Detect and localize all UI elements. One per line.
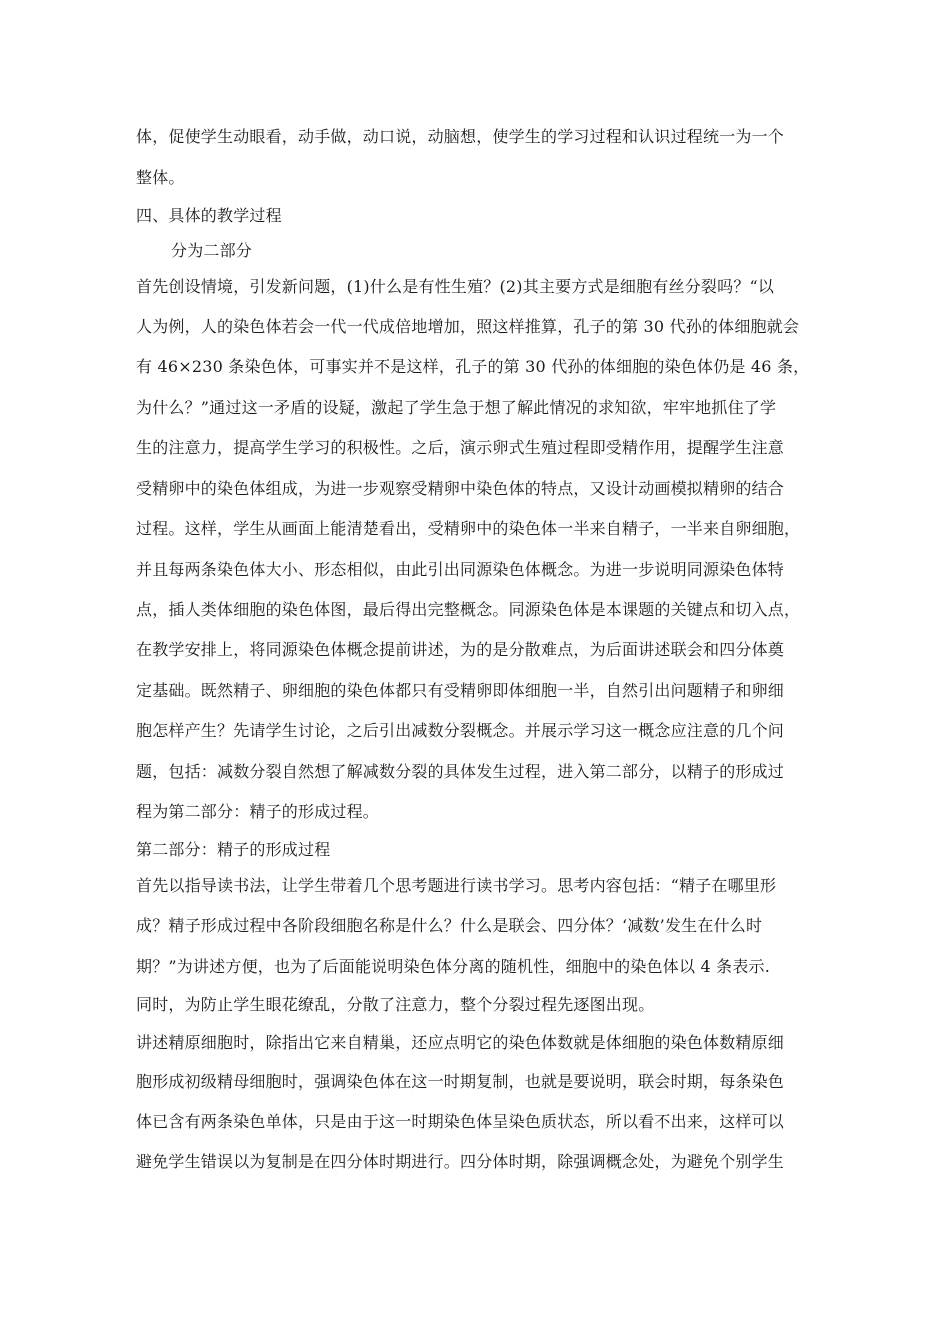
text-line: 同时，为防止学生眼花缭乱，分散了注意力，整个分裂过程先逐图出现。 <box>136 995 655 1014</box>
text-line: 并且每两条染色体大小、形态相似，由此引出同源染色体概念。为进一步说明同源染色体特 <box>136 560 785 579</box>
section-heading: 第二部分：精子的形成过程 <box>136 840 331 859</box>
text-line: 定基础。既然精子、卵细胞的染色体都只有受精卵即体细胞一半，自然引出问题精子和卵细 <box>136 681 785 700</box>
text-line: 期？”为讲述方便，也为了后面能说明染色体分离的随机性，细胞中的染色体以 4 条表示. <box>136 957 771 976</box>
text-line: 程为第二部分：精子的形成过程。 <box>136 802 380 821</box>
text-line: 受精卵中的染色体组成，为进一步观察受精卵中染色体的特点，又设计动画模拟精卵的结合 <box>136 479 785 498</box>
text-line: 有 46×230 条染色体，可事实并不是这样，孔子的第 30 代孙的体细胞的染色体仍是 46 条， <box>136 357 810 376</box>
text-line: 首先创设情境，引发新问题，(1)什么是有性生殖？(2)其主要方式是细胞有丝分裂吗？“以 <box>136 277 775 296</box>
text-line: 整体。 <box>136 168 185 187</box>
section-heading: 四、具体的教学过程 <box>136 206 282 225</box>
text-line: 讲述精原细胞时，除指出它来自精巢，还应点明它的染色体数就是体细胞的染色体数精原细 <box>136 1033 785 1052</box>
text-line: 过程。这样，学生从画面上能清楚看出，受精卵中的染色体一半来自精子，一半来自卵细胞， <box>136 519 801 538</box>
text-line: 体已含有两条染色单体，只是由于这一时期染色体呈染色质状态，所以看不出来，这样可以 <box>136 1112 785 1131</box>
text-line: 首先以指导读书法，让学生带着几个思考题进行读书学习。思考内容包括：“精子在哪里形 <box>136 876 777 895</box>
subheading: 分为二部分 <box>171 241 253 260</box>
text-line: 在教学安排上，将同源染色体概念提前讲述，为的是分散难点，为后面讲述联会和四分体奠 <box>136 640 785 659</box>
text-line: 成？精子形成过程中各阶段细胞名称是什么？什么是联会、四分体？‘减数’发生在什么时 <box>136 916 763 935</box>
text-line: 人为例，人的染色体若会一代一代成倍地增加，照这样推算，孔子的第 30 代孙的体细胞就会 <box>136 317 800 336</box>
text-line: 体，促使学生动眼看，动手做，动口说，动脑想，使学生的学习过程和认识过程统一为一个 <box>136 127 785 146</box>
text-line: 为什么？”通过这一矛盾的设疑，激起了学生急于想了解此情况的求知欲，牢牢地抓住了学 <box>136 398 777 417</box>
text-line: 题，包括：减数分裂自然想了解减数分裂的具体发生过程，进入第二部分，以精子的形成过 <box>136 762 785 781</box>
text-line: 点，插人类体细胞的染色体图，最后得出完整概念。同源染色体是本课题的关键点和切入点， <box>136 600 801 619</box>
text-line: 胞怎样产生？先请学生讨论，之后引出减数分裂概念。并展示学习这一概念应注意的几个问 <box>136 721 785 740</box>
text-line: 避免学生错误以为复制是在四分体时期进行。四分体时期，除强调概念处，为避免个别学生 <box>136 1152 785 1171</box>
text-line: 生的注意力，提高学生学习的积极性。之后，演示卵式生殖过程即受精作用，提醒学生注意 <box>136 438 785 457</box>
text-line: 胞形成初级精母细胞时，强调染色体在这一时期复制，也就是要说明，联会时期，每条染色 <box>136 1072 785 1091</box>
